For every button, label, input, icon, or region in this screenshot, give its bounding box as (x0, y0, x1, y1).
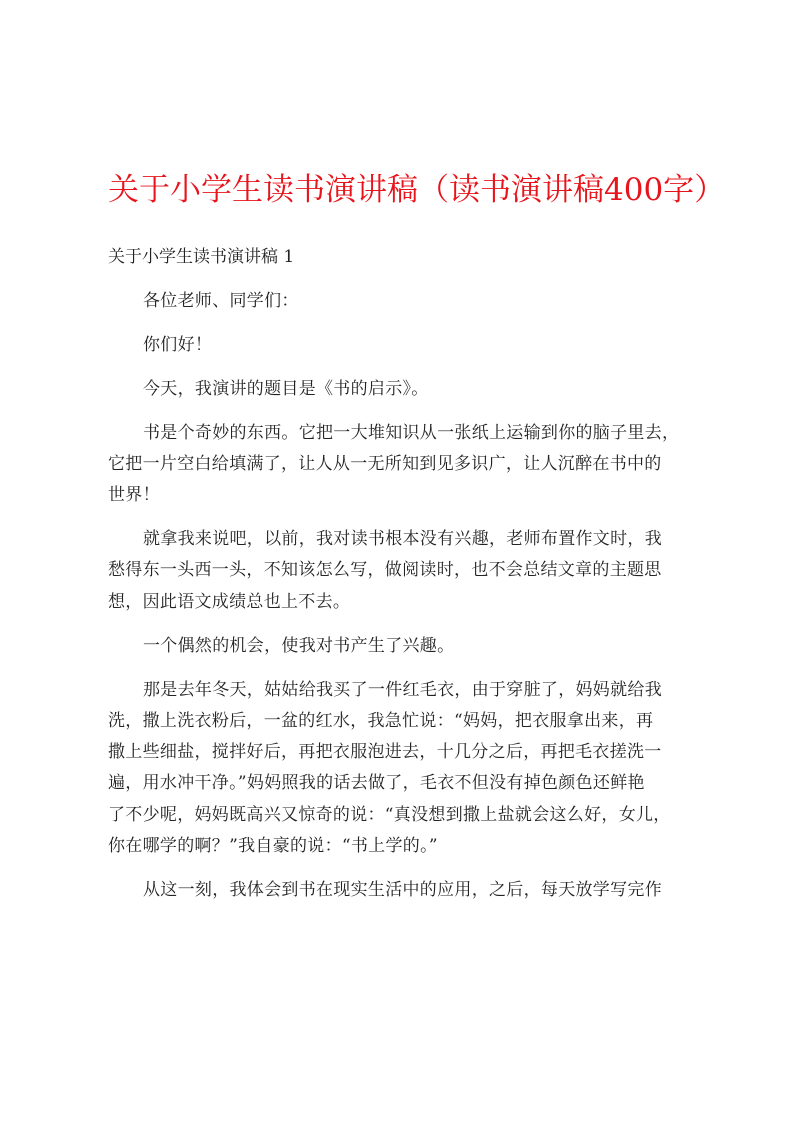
paragraph-greeting (108, 286, 708, 317)
text-line: 那是去年冬天，姑姑给我买了一件红毛衣，由于穿脏了，妈妈就给我 (143, 679, 662, 700)
section-heading: 关于小学生读书演讲稿 1 (108, 247, 295, 267)
text-line: 书是个奇妙的东西。它把一大堆知识从一张纸上运输到你的脑子里去， (143, 422, 680, 443)
paragraph-past-experience (108, 524, 708, 618)
paragraph-sweater-story (108, 675, 708, 863)
paragraph-book-wonder (108, 418, 708, 512)
text-line: 愁得东一头西一头，不知该怎么写，做阅读时，也不会总结文章的主题思 (108, 560, 662, 581)
text-line: 就拿我来说吧，以前，我对读书根本没有兴趣，老师布置作文时，我 (143, 529, 662, 550)
text-line: 洗，撒上洗衣粉后，一盆的红水，我急忙说：“妈妈，把衣服拿出来，再 (108, 710, 654, 731)
paragraph-hello (108, 330, 708, 361)
text-line: 从这一刻，我体会到书在现实生活中的应用，之后，每天放学写完作 (143, 879, 662, 900)
document-title: 关于小学生读书演讲稿（读书演讲稿400字） (108, 172, 726, 208)
paragraph-chance (108, 631, 708, 662)
text-line: 遍，用水冲干净。”妈妈照我的话去做了，毛衣不但没有掉色颜色还鲜艳 (108, 773, 645, 794)
text-line: 它把一片空白给填满了，让人从一无所知到见多识广，让人沉醉在书中的 (108, 453, 662, 474)
paragraph-realization (108, 875, 708, 906)
text-line: 你们好！ (143, 334, 213, 355)
paragraph-topic (108, 374, 708, 405)
text-line: 撒上些细盐，搅拌好后，再把衣服泡进去，十几分之后，再把毛衣搓洗一 (108, 742, 662, 763)
speech-body (108, 286, 708, 919)
text-line: 一个偶然的机会，使我对书产生了兴趣。 (143, 635, 455, 656)
text-line: 你在哪学的啊？”我自豪的说：“书上学的。” (108, 836, 438, 857)
text-line: 想，因此语文成绩总也上不去。 (108, 591, 351, 612)
text-line: 了不少呢，妈妈既高兴又惊奇的说：“真没想到撒上盐就会这么好，女儿， (108, 804, 671, 825)
text-line: 各位老师、同学们： (143, 291, 299, 311)
text-line: 世界！ (108, 485, 160, 506)
text-line: 今天，我演讲的题目是《书的启示》。 (143, 378, 429, 399)
